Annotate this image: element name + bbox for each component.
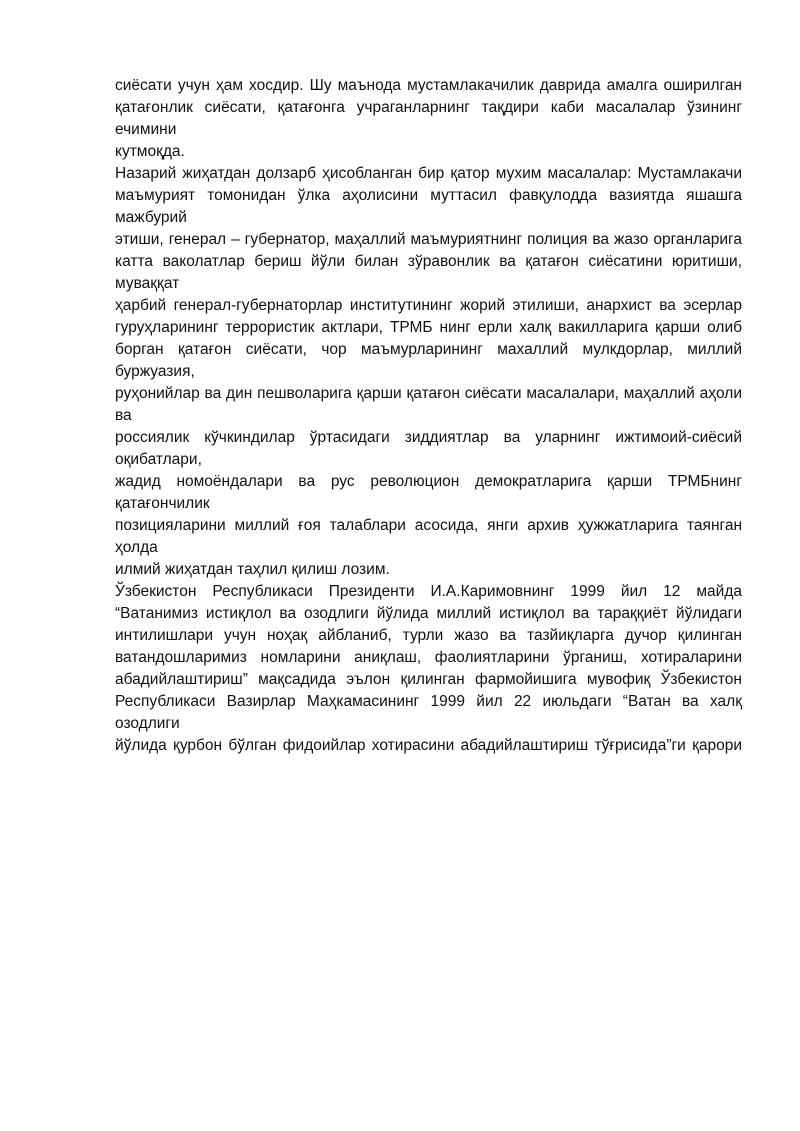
text-line: илмий жиҳатдан таҳлил қилиш лозим. xyxy=(115,561,390,578)
text-line: кутмоқда. xyxy=(115,143,185,160)
text-line: ҳарбий генерал-губернаторлар институтининг жорий этилиши, анархист ва эсерлар xyxy=(115,297,742,314)
text-line: Республикаси Вазирлар Маҳкамасининг 1999 йил 22 июльдаги “Ватан ва халқ озодлиги xyxy=(115,693,742,732)
text-line: “Ватанимиз истиқлол ва озодлиги йўлида миллий истиқлол ва тараққиёт йўлидаги xyxy=(115,605,742,622)
text-line: этиши, генерал – губернатор, маҳаллий маъмуриятнинг полиция ва жазо органларига xyxy=(115,231,742,248)
text-line: позицияларини миллий ғоя талаблари асосида, янги архив ҳужжатларига таянган ҳолда xyxy=(115,517,742,556)
body-text xyxy=(115,75,742,757)
text-line: катта ваколатлар бериш йўли билан зўравонлик ва қатағон сиёсатини юритиши, муваққат xyxy=(115,253,742,292)
text-line: руҳонийлар ва дин пешволарига қарши қатағон сиёсати масалалари, маҳаллий аҳоли ва xyxy=(115,385,742,424)
text-line: йўлида қурбон бўлган фидоийлар хотирасини абадийлаштириш тўғрисида”ги қарори xyxy=(115,737,742,754)
text-line: Ўзбекистон Республикаси Президенти И.А.Каримовнинг 1999 йил 12 майда xyxy=(115,583,742,600)
text-line: борган қатағон сиёсати, чор маъмурларининг махаллий мулкдорлар, миллий буржуазия, xyxy=(115,341,742,380)
text-line: Назарий жиҳатдан долзарб ҳисобланган бир қатор мухим масалалар: Мустамлакачи xyxy=(115,165,742,182)
text-line: интилишлари учун ноҳақ айбланиб, турли жазо ва тазйиқларга дучор қилинган xyxy=(115,627,742,644)
text-line: абадийлаштириш” мақсадида эълон қилинган фармойишига мувофиқ Ўзбекистон xyxy=(115,671,742,688)
text-line: гуруҳларининг террористик актлари, ТРМБ нинг ерли халқ вакилларига қарши олиб xyxy=(115,319,742,336)
text-line: россиялик кўчкиндилар ўртасидаги зиддиятлар ва уларнинг ижтимоий-сиёсий оқибатлари, xyxy=(115,429,742,468)
text-line: маъмурият томонидан ўлка аҳолисини муттасил фавқулодда вазиятда яшашга мажбурий xyxy=(115,187,742,226)
text-line: сиёсати учун ҳам хосдир. Шу маънода мустамлакачилик даврида амалга оширилган xyxy=(115,77,742,94)
text-line: ватандошларимиз номларини аниқлаш, фаолиятларини ўрганиш, хотираларини xyxy=(115,649,742,666)
text-line: қатағонлик сиёсати, қатағонга учраганларнинг тақдири каби масалалар ўзининг ечимини xyxy=(115,99,742,138)
text-line: жадид номоёндалари ва рус революцион демократларига қарши ТРМБнинг қатағончилик xyxy=(115,473,742,512)
